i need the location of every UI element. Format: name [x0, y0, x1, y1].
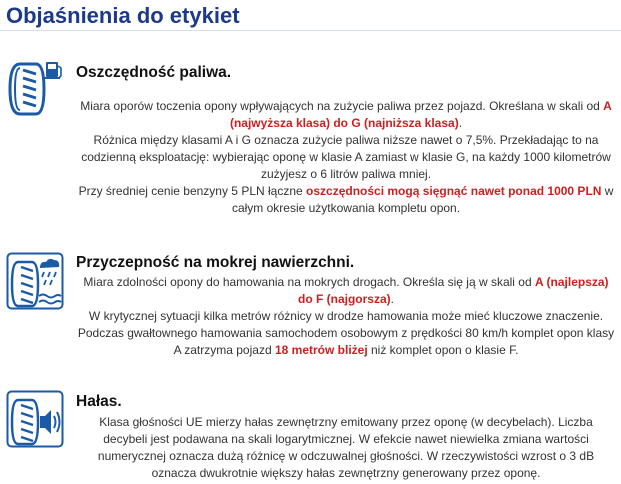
paragraph — [76, 274, 616, 308]
section-heading: Hałas. — [76, 393, 122, 410]
text-span: W krytycznej sytuacji kilka metrów różnicy w drodze hamowania może mieć kluczowe znaczenie. Podczas gwałtownego hamowania samochodem osobowym z prędkości 80 km/h komplet opon klasy A zatrzyma pojazd — [77, 309, 615, 357]
paragraph — [76, 98, 616, 132]
paragraph — [76, 183, 616, 217]
text-span: Miara zdolności opony do hamowania na mokrych drogach. Określa się ją w skali od — [83, 275, 535, 289]
highlight-text: A (najwyższa klasa) do G (najniższa klasa) — [229, 99, 612, 130]
highlight-text: oszczędności mogą sięgnąć nawet ponad 1000 PLN — [306, 184, 602, 198]
wet-grip-tire-icon — [6, 252, 64, 310]
text-span: . — [390, 292, 394, 306]
text-span: Klasa głośności UE mierzy hałas zewnętrzny emitowany przez oponę (w decybelach). Liczba decybeli jest podawana na skali logarytmicznej. W efekcie nawet niewielka zmiana wartości numerycznej oznacza dużą różnicę w odczuwalnej głośności. W rzeczywistości wzrost o 3 dB oznacza dwukrotnie większy hałas zewnętrzny generowany przez oponę. — [97, 415, 595, 480]
text-span: Miara oporów toczenia opony wpływających na zużycie paliwa przez pojazd. Określana w skali od — [80, 99, 604, 113]
section-body — [76, 414, 616, 482]
title-divider — [0, 30, 621, 31]
section-heading: Przyczepność na mokrej nawierzchni. — [76, 254, 355, 271]
paragraph — [76, 132, 616, 183]
highlight-text: A (najlepsza) do F (najgorsza) — [297, 275, 609, 306]
text-span: . — [458, 116, 463, 130]
text-span: w całym okresie użytkowania kompletu opon. — [231, 184, 614, 215]
highlight-text: 18 metrów bliżej — [274, 343, 368, 357]
text-span: Różnica między klasami A i G oznacza zużycie paliwa niższe nawet o 7,5%. Przekładając to na codzienną eksploatację: wybierając oponę w klasie A zamiast w klasie G, na każdy 1000 kilometrów zużyjesz o 6 litrów paliwa mniej. — [81, 133, 611, 181]
section-body — [76, 274, 616, 359]
section-heading: Oszczędność paliwa. — [76, 64, 232, 81]
page-title: Objaśnienia do etykiet — [6, 3, 240, 28]
text-span: Przy średniej cenie benzyny 5 PLN łączne — [78, 184, 307, 198]
noise-tire-icon — [6, 390, 64, 448]
section-body — [76, 98, 616, 217]
text-span: niż komplet opon o klasie F. — [367, 343, 519, 357]
paragraph — [76, 414, 616, 482]
fuel-tire-icon — [6, 58, 64, 116]
paragraph — [76, 308, 616, 359]
